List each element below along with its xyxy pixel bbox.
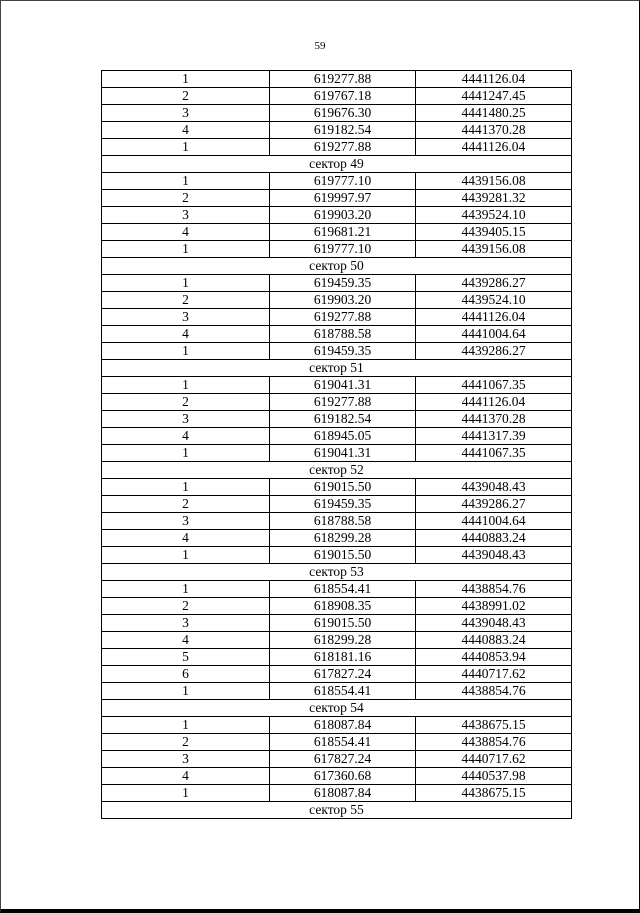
table-row: [102, 326, 572, 343]
point-number-cell: 6: [102, 666, 270, 683]
table-row: [102, 411, 572, 428]
point-number-cell: 3: [102, 207, 270, 224]
point-number-cell: 3: [102, 411, 270, 428]
x-coordinate-cell: 619777.10: [270, 241, 416, 258]
x-coordinate-cell: 619015.50: [270, 547, 416, 564]
sector-label: сектор 49: [102, 156, 572, 173]
x-coordinate-cell: 619767.18: [270, 88, 416, 105]
point-number-cell: 5: [102, 649, 270, 666]
x-coordinate-cell: 619015.50: [270, 479, 416, 496]
table-row: [102, 71, 572, 88]
x-coordinate-cell: 619182.54: [270, 122, 416, 139]
y-coordinate-cell: 4441370.28: [416, 411, 572, 428]
sector-header-row: [102, 156, 572, 173]
table-row: [102, 479, 572, 496]
point-number-cell: 1: [102, 717, 270, 734]
point-number-cell: 1: [102, 275, 270, 292]
x-coordinate-cell: 618945.05: [270, 428, 416, 445]
point-number-cell: 1: [102, 343, 270, 360]
y-coordinate-cell: 4439156.08: [416, 173, 572, 190]
y-coordinate-cell: 4440717.62: [416, 751, 572, 768]
table-row: [102, 649, 572, 666]
x-coordinate-cell: 618299.28: [270, 632, 416, 649]
sector-label: сектор 51: [102, 360, 572, 377]
x-coordinate-cell: 618788.58: [270, 326, 416, 343]
sector-label: сектор 50: [102, 258, 572, 275]
y-coordinate-cell: 4438675.15: [416, 717, 572, 734]
table-row: [102, 598, 572, 615]
y-coordinate-cell: 4439524.10: [416, 207, 572, 224]
x-coordinate-cell: 619997.97: [270, 190, 416, 207]
table-row: [102, 105, 572, 122]
y-coordinate-cell: 4439286.27: [416, 275, 572, 292]
table-row: [102, 428, 572, 445]
x-coordinate-cell: 619459.35: [270, 275, 416, 292]
y-coordinate-cell: 4441004.64: [416, 326, 572, 343]
x-coordinate-cell: 618554.41: [270, 734, 416, 751]
point-number-cell: 2: [102, 734, 270, 751]
y-coordinate-cell: 4438991.02: [416, 598, 572, 615]
table-row: [102, 224, 572, 241]
y-coordinate-cell: 4441370.28: [416, 122, 572, 139]
y-coordinate-cell: 4439286.27: [416, 343, 572, 360]
point-number-cell: 2: [102, 292, 270, 309]
point-number-cell: 1: [102, 139, 270, 156]
x-coordinate-cell: 618087.84: [270, 717, 416, 734]
point-number-cell: 1: [102, 547, 270, 564]
point-number-cell: 4: [102, 326, 270, 343]
y-coordinate-cell: 4440537.98: [416, 768, 572, 785]
y-coordinate-cell: 4438854.76: [416, 683, 572, 700]
point-number-cell: 3: [102, 105, 270, 122]
point-number-cell: 3: [102, 615, 270, 632]
table-row: [102, 207, 572, 224]
y-coordinate-cell: 4441126.04: [416, 309, 572, 326]
x-coordinate-cell: 619681.21: [270, 224, 416, 241]
y-coordinate-cell: 4440717.62: [416, 666, 572, 683]
point-number-cell: 1: [102, 377, 270, 394]
coordinates-table-body: [102, 71, 572, 819]
point-number-cell: 4: [102, 224, 270, 241]
x-coordinate-cell: 619676.30: [270, 105, 416, 122]
y-coordinate-cell: 4438854.76: [416, 581, 572, 598]
x-coordinate-cell: 618087.84: [270, 785, 416, 802]
y-coordinate-cell: 4441126.04: [416, 394, 572, 411]
table-row: [102, 445, 572, 462]
point-number-cell: 3: [102, 513, 270, 530]
point-number-cell: 1: [102, 479, 270, 496]
table-row: [102, 88, 572, 105]
point-number-cell: 2: [102, 88, 270, 105]
table-row: [102, 666, 572, 683]
y-coordinate-cell: 4438854.76: [416, 734, 572, 751]
point-number-cell: 4: [102, 530, 270, 547]
sector-header-row: [102, 462, 572, 479]
sector-header-row: [102, 802, 572, 819]
x-coordinate-cell: 619277.88: [270, 139, 416, 156]
table-row: [102, 343, 572, 360]
table-row: [102, 241, 572, 258]
coordinates-table: [101, 70, 572, 819]
x-coordinate-cell: 619277.88: [270, 309, 416, 326]
x-coordinate-cell: 619041.31: [270, 445, 416, 462]
table-row: [102, 632, 572, 649]
x-coordinate-cell: 619459.35: [270, 496, 416, 513]
y-coordinate-cell: 4439405.15: [416, 224, 572, 241]
y-coordinate-cell: 4441247.45: [416, 88, 572, 105]
sector-label: сектор 54: [102, 700, 572, 717]
y-coordinate-cell: 4438675.15: [416, 785, 572, 802]
table-row: [102, 377, 572, 394]
sector-header-row: [102, 258, 572, 275]
x-coordinate-cell: 618788.58: [270, 513, 416, 530]
y-coordinate-cell: 4440883.24: [416, 530, 572, 547]
y-coordinate-cell: 4441004.64: [416, 513, 572, 530]
x-coordinate-cell: 618181.16: [270, 649, 416, 666]
table-row: [102, 190, 572, 207]
y-coordinate-cell: 4439048.43: [416, 547, 572, 564]
table-row: [102, 292, 572, 309]
page-number: 59: [314, 40, 326, 52]
point-number-cell: 1: [102, 785, 270, 802]
table-row: [102, 683, 572, 700]
y-coordinate-cell: 4439524.10: [416, 292, 572, 309]
table-row: [102, 513, 572, 530]
y-coordinate-cell: 4439048.43: [416, 479, 572, 496]
table-row: [102, 122, 572, 139]
y-coordinate-cell: 4441317.39: [416, 428, 572, 445]
x-coordinate-cell: 619277.88: [270, 394, 416, 411]
x-coordinate-cell: 618554.41: [270, 683, 416, 700]
point-number-cell: 2: [102, 598, 270, 615]
x-coordinate-cell: 617360.68: [270, 768, 416, 785]
point-number-cell: 4: [102, 768, 270, 785]
table-row: [102, 496, 572, 513]
table-row: [102, 785, 572, 802]
x-coordinate-cell: 619903.20: [270, 207, 416, 224]
y-coordinate-cell: 4439281.32: [416, 190, 572, 207]
y-coordinate-cell: 4441126.04: [416, 71, 572, 88]
sector-header-row: [102, 564, 572, 581]
point-number-cell: 4: [102, 122, 270, 139]
point-number-cell: 3: [102, 309, 270, 326]
x-coordinate-cell: 619277.88: [270, 71, 416, 88]
point-number-cell: 1: [102, 173, 270, 190]
point-number-cell: 4: [102, 428, 270, 445]
y-coordinate-cell: 4441067.35: [416, 445, 572, 462]
table-row: [102, 615, 572, 632]
table-row: [102, 139, 572, 156]
sector-header-row: [102, 360, 572, 377]
x-coordinate-cell: 619015.50: [270, 615, 416, 632]
x-coordinate-cell: 619041.31: [270, 377, 416, 394]
x-coordinate-cell: 618554.41: [270, 581, 416, 598]
y-coordinate-cell: 4441126.04: [416, 139, 572, 156]
sector-label: сектор 52: [102, 462, 572, 479]
table-row: [102, 734, 572, 751]
table-row: [102, 717, 572, 734]
point-number-cell: 2: [102, 190, 270, 207]
point-number-cell: 1: [102, 581, 270, 598]
x-coordinate-cell: 619182.54: [270, 411, 416, 428]
x-coordinate-cell: 617827.24: [270, 666, 416, 683]
sector-label: сектор 55: [102, 802, 572, 819]
point-number-cell: 4: [102, 632, 270, 649]
x-coordinate-cell: 618299.28: [270, 530, 416, 547]
table-row: [102, 173, 572, 190]
x-coordinate-cell: 618908.35: [270, 598, 416, 615]
point-number-cell: 2: [102, 394, 270, 411]
x-coordinate-cell: 619459.35: [270, 343, 416, 360]
x-coordinate-cell: 619903.20: [270, 292, 416, 309]
table-row: [102, 275, 572, 292]
y-coordinate-cell: 4439048.43: [416, 615, 572, 632]
x-coordinate-cell: 619777.10: [270, 173, 416, 190]
y-coordinate-cell: 4439286.27: [416, 496, 572, 513]
table-row: [102, 751, 572, 768]
y-coordinate-cell: 4441067.35: [416, 377, 572, 394]
y-coordinate-cell: 4440883.24: [416, 632, 572, 649]
table-row: [102, 309, 572, 326]
point-number-cell: 1: [102, 71, 270, 88]
y-coordinate-cell: 4439156.08: [416, 241, 572, 258]
point-number-cell: 3: [102, 751, 270, 768]
table-row: [102, 581, 572, 598]
point-number-cell: 1: [102, 683, 270, 700]
y-coordinate-cell: 4441480.25: [416, 105, 572, 122]
sector-header-row: [102, 700, 572, 717]
table-row: [102, 547, 572, 564]
point-number-cell: 1: [102, 445, 270, 462]
table-row: [102, 530, 572, 547]
point-number-cell: 1: [102, 241, 270, 258]
y-coordinate-cell: 4440853.94: [416, 649, 572, 666]
x-coordinate-cell: 617827.24: [270, 751, 416, 768]
point-number-cell: 2: [102, 496, 270, 513]
table-row: [102, 768, 572, 785]
table-row: [102, 394, 572, 411]
sector-label: сектор 53: [102, 564, 572, 581]
